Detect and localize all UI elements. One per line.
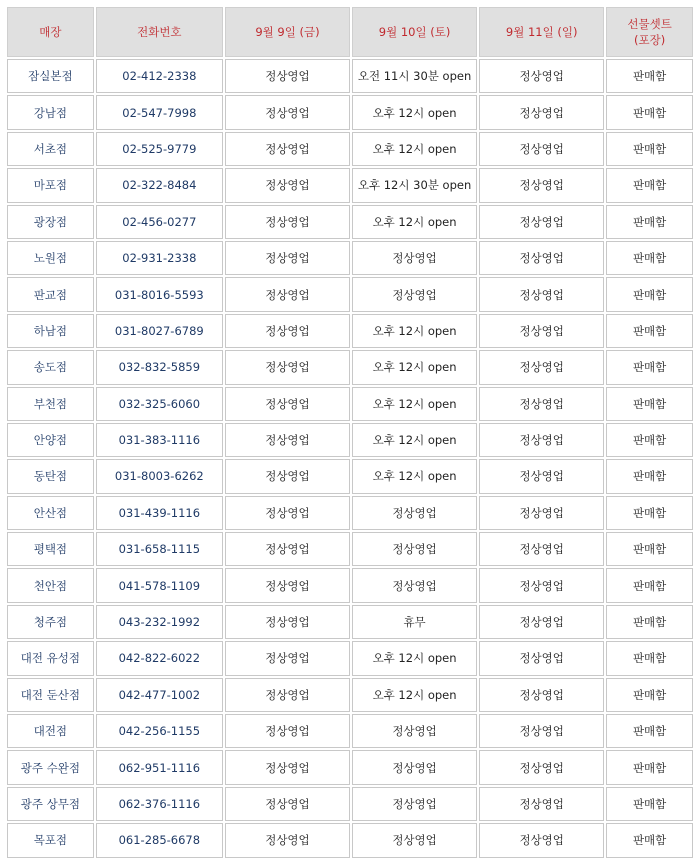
sep-11-status-cell: 정상영업 xyxy=(479,459,604,493)
sep-9-status-cell: 정상영업 xyxy=(225,496,350,530)
store-name-cell: 청주점 xyxy=(7,605,94,639)
sep-10-status-cell: 오후 12시 open xyxy=(352,132,477,166)
table-row xyxy=(7,168,693,202)
store-name-cell: 안양점 xyxy=(7,423,94,457)
store-name-cell: 송도점 xyxy=(7,350,94,384)
sep-10-status-cell: 정상영업 xyxy=(352,496,477,530)
store-name-cell: 대전점 xyxy=(7,714,94,748)
sep-9-status-cell: 정상영업 xyxy=(225,750,350,784)
header-gift-set: 선물셋트 (포장) xyxy=(606,7,693,57)
sep-10-status-cell: 정상영업 xyxy=(352,750,477,784)
table-row xyxy=(7,205,693,239)
sep-10-status-cell: 오후 12시 open xyxy=(352,95,477,129)
sep-9-status-cell: 정상영업 xyxy=(225,350,350,384)
gift-set-cell: 판매함 xyxy=(606,277,693,311)
sep-9-status-cell: 정상영업 xyxy=(225,605,350,639)
phone-cell: 043-232-1992 xyxy=(96,605,223,639)
sep-11-status-cell: 정상영업 xyxy=(479,168,604,202)
phone-cell: 062-951-1116 xyxy=(96,750,223,784)
sep-11-status-cell: 정상영업 xyxy=(479,350,604,384)
sep-11-status-cell: 정상영업 xyxy=(479,205,604,239)
sep-10-status-cell: 오후 12시 open xyxy=(352,350,477,384)
sep-10-status-cell: 정상영업 xyxy=(352,714,477,748)
phone-cell: 02-547-7998 xyxy=(96,95,223,129)
gift-set-cell: 판매함 xyxy=(606,350,693,384)
table-row xyxy=(7,641,693,675)
sep-9-status-cell: 정상영업 xyxy=(225,423,350,457)
sep-9-status-cell: 정상영업 xyxy=(225,277,350,311)
gift-set-cell: 판매함 xyxy=(606,387,693,421)
sep-10-status-cell: 정상영업 xyxy=(352,568,477,602)
sep-10-status-cell: 정상영업 xyxy=(352,241,477,275)
phone-cell: 042-822-6022 xyxy=(96,641,223,675)
table-row xyxy=(7,277,693,311)
phone-cell: 062-376-1116 xyxy=(96,787,223,821)
sep-11-status-cell: 정상영업 xyxy=(479,314,604,348)
sep-9-status-cell: 정상영업 xyxy=(225,787,350,821)
gift-set-cell: 판매함 xyxy=(606,641,693,675)
header-phone: 전화번호 xyxy=(96,7,223,57)
phone-cell: 042-256-1155 xyxy=(96,714,223,748)
table-row xyxy=(7,459,693,493)
table-row xyxy=(7,132,693,166)
table-row xyxy=(7,787,693,821)
store-name-cell: 노원점 xyxy=(7,241,94,275)
sep-9-status-cell: 정상영업 xyxy=(225,641,350,675)
sep-11-status-cell: 정상영업 xyxy=(479,750,604,784)
store-name-cell: 대전 유성점 xyxy=(7,641,94,675)
sep-11-status-cell: 정상영업 xyxy=(479,132,604,166)
phone-cell: 041-578-1109 xyxy=(96,568,223,602)
header-sep-11: 9월 11일 (일) xyxy=(479,7,604,57)
sep-10-status-cell: 오후 12시 open xyxy=(352,641,477,675)
gift-set-cell: 판매함 xyxy=(606,532,693,566)
phone-cell: 02-931-2338 xyxy=(96,241,223,275)
sep-9-status-cell: 정상영업 xyxy=(225,387,350,421)
phone-cell: 02-322-8484 xyxy=(96,168,223,202)
sep-9-status-cell: 정상영업 xyxy=(225,823,350,857)
sep-11-status-cell: 정상영업 xyxy=(479,241,604,275)
table-row xyxy=(7,823,693,857)
store-name-cell: 천안점 xyxy=(7,568,94,602)
sep-9-status-cell: 정상영업 xyxy=(225,168,350,202)
sep-10-status-cell: 오후 12시 open xyxy=(352,678,477,712)
header-row xyxy=(7,7,693,57)
phone-cell: 02-456-0277 xyxy=(96,205,223,239)
table-row xyxy=(7,532,693,566)
sep-10-status-cell: 오후 12시 30분 open xyxy=(352,168,477,202)
header-store: 매장 xyxy=(7,7,94,57)
sep-11-status-cell: 정상영업 xyxy=(479,387,604,421)
store-hours-table xyxy=(5,5,695,860)
sep-9-status-cell: 정상영업 xyxy=(225,205,350,239)
gift-set-cell: 판매함 xyxy=(606,714,693,748)
table-row xyxy=(7,314,693,348)
store-name-cell: 판교점 xyxy=(7,277,94,311)
store-name-cell: 잠실본점 xyxy=(7,59,94,93)
phone-cell: 031-658-1115 xyxy=(96,532,223,566)
phone-cell: 042-477-1002 xyxy=(96,678,223,712)
sep-9-status-cell: 정상영업 xyxy=(225,678,350,712)
phone-cell: 032-832-5859 xyxy=(96,350,223,384)
phone-cell: 02-525-9779 xyxy=(96,132,223,166)
sep-11-status-cell: 정상영업 xyxy=(479,714,604,748)
header-sep-10: 9월 10일 (토) xyxy=(352,7,477,57)
sep-9-status-cell: 정상영업 xyxy=(225,532,350,566)
sep-9-status-cell: 정상영업 xyxy=(225,132,350,166)
gift-set-cell: 판매함 xyxy=(606,787,693,821)
sep-9-status-cell: 정상영업 xyxy=(225,459,350,493)
sep-10-status-cell: 오후 12시 open xyxy=(352,314,477,348)
table-row xyxy=(7,241,693,275)
store-name-cell: 강남점 xyxy=(7,95,94,129)
phone-cell: 032-325-6060 xyxy=(96,387,223,421)
phone-cell: 031-8016-5593 xyxy=(96,277,223,311)
header-sep-9: 9월 9일 (금) xyxy=(225,7,350,57)
gift-set-cell: 판매함 xyxy=(606,496,693,530)
sep-11-status-cell: 정상영업 xyxy=(479,641,604,675)
sep-10-status-cell: 오전 11시 30분 open xyxy=(352,59,477,93)
sep-9-status-cell: 정상영업 xyxy=(225,241,350,275)
sep-11-status-cell: 정상영업 xyxy=(479,59,604,93)
table-row xyxy=(7,714,693,748)
gift-set-cell: 판매함 xyxy=(606,59,693,93)
sep-11-status-cell: 정상영업 xyxy=(479,605,604,639)
gift-set-cell: 판매함 xyxy=(606,95,693,129)
sep-10-status-cell: 정상영업 xyxy=(352,532,477,566)
store-name-cell: 하남점 xyxy=(7,314,94,348)
store-name-cell: 광장점 xyxy=(7,205,94,239)
gift-set-cell: 판매함 xyxy=(606,314,693,348)
gift-set-cell: 판매함 xyxy=(606,132,693,166)
gift-set-cell: 판매함 xyxy=(606,459,693,493)
sep-10-status-cell: 오후 12시 open xyxy=(352,423,477,457)
phone-cell: 02-412-2338 xyxy=(96,59,223,93)
table-body xyxy=(7,59,693,858)
phone-cell: 031-439-1116 xyxy=(96,496,223,530)
store-name-cell: 안산점 xyxy=(7,496,94,530)
store-name-cell: 마포점 xyxy=(7,168,94,202)
table-row xyxy=(7,95,693,129)
gift-set-cell: 판매함 xyxy=(606,205,693,239)
table-row xyxy=(7,423,693,457)
sep-11-status-cell: 정상영업 xyxy=(479,568,604,602)
table-row xyxy=(7,350,693,384)
sep-10-status-cell: 정상영업 xyxy=(352,787,477,821)
store-name-cell: 서초점 xyxy=(7,132,94,166)
sep-11-status-cell: 정상영업 xyxy=(479,277,604,311)
phone-cell: 031-8003-6262 xyxy=(96,459,223,493)
sep-10-status-cell: 정상영업 xyxy=(352,277,477,311)
phone-cell: 031-383-1116 xyxy=(96,423,223,457)
sep-10-status-cell: 휴무 xyxy=(352,605,477,639)
sep-9-status-cell: 정상영업 xyxy=(225,568,350,602)
gift-set-cell: 판매함 xyxy=(606,823,693,857)
gift-set-cell: 판매함 xyxy=(606,678,693,712)
store-name-cell: 부천점 xyxy=(7,387,94,421)
sep-11-status-cell: 정상영업 xyxy=(479,423,604,457)
table-row xyxy=(7,387,693,421)
table-row xyxy=(7,605,693,639)
table-row xyxy=(7,568,693,602)
sep-11-status-cell: 정상영업 xyxy=(479,95,604,129)
sep-10-status-cell: 오후 12시 open xyxy=(352,459,477,493)
store-name-cell: 광주 수완점 xyxy=(7,750,94,784)
gift-set-cell: 판매함 xyxy=(606,423,693,457)
table-row xyxy=(7,678,693,712)
store-name-cell: 평택점 xyxy=(7,532,94,566)
sep-11-status-cell: 정상영업 xyxy=(479,787,604,821)
sep-10-status-cell: 오후 12시 open xyxy=(352,387,477,421)
table-row xyxy=(7,496,693,530)
sep-11-status-cell: 정상영업 xyxy=(479,532,604,566)
sep-9-status-cell: 정상영업 xyxy=(225,714,350,748)
gift-set-cell: 판매함 xyxy=(606,568,693,602)
sep-10-status-cell: 오후 12시 open xyxy=(352,205,477,239)
store-name-cell: 동탄점 xyxy=(7,459,94,493)
phone-cell: 031-8027-6789 xyxy=(96,314,223,348)
table-row xyxy=(7,59,693,93)
gift-set-cell: 판매함 xyxy=(606,605,693,639)
gift-set-cell: 판매함 xyxy=(606,750,693,784)
store-name-cell: 대전 둔산점 xyxy=(7,678,94,712)
store-name-cell: 광주 상무점 xyxy=(7,787,94,821)
sep-9-status-cell: 정상영업 xyxy=(225,95,350,129)
sep-11-status-cell: 정상영업 xyxy=(479,496,604,530)
store-name-cell: 목포점 xyxy=(7,823,94,857)
sep-9-status-cell: 정상영업 xyxy=(225,314,350,348)
sep-10-status-cell: 정상영업 xyxy=(352,823,477,857)
sep-11-status-cell: 정상영업 xyxy=(479,823,604,857)
gift-set-cell: 판매함 xyxy=(606,168,693,202)
gift-set-cell: 판매함 xyxy=(606,241,693,275)
sep-9-status-cell: 정상영업 xyxy=(225,59,350,93)
phone-cell: 061-285-6678 xyxy=(96,823,223,857)
table-row xyxy=(7,750,693,784)
sep-11-status-cell: 정상영업 xyxy=(479,678,604,712)
